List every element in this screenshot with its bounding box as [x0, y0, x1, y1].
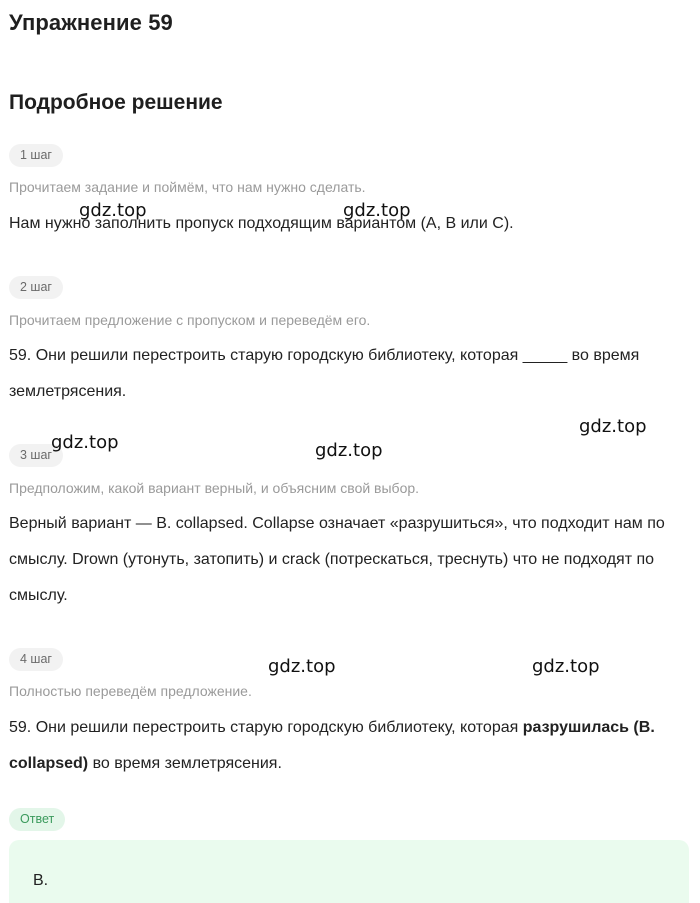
step-4-text-before: 59. Они решили перестроить старую городскую библиотеку, которая [9, 719, 523, 736]
step-4-hint: Полностью переведём предложение. [9, 683, 252, 699]
step-2-hint: Прочитаем предложение с пропуском и переведём его. [9, 312, 371, 328]
step-1-text: Нам нужно заполнить пропуск подходящим вариантом (A, B или C). [9, 215, 514, 232]
step-2-text: 59. Они решили перестроить старую городскую библиотеку, которая _____ во время землетрясения. [9, 347, 640, 400]
step-4-text [9, 710, 689, 782]
answer-box [9, 840, 689, 903]
answer-badge: Ответ [9, 808, 65, 831]
exercise-title: Упражнение 59 [9, 10, 173, 35]
step-3-hint: Предположим, какой вариант верный, и объясним свой выбор. [9, 480, 420, 496]
watermark: gdz.top [532, 656, 600, 677]
solution-title: Подробное решение [9, 91, 223, 114]
step-3-badge: 3 шаг [9, 444, 63, 467]
step-2-badge: 2 шаг [9, 276, 63, 299]
answer-value: B. [33, 872, 49, 889]
watermark: gdz.top [343, 200, 411, 221]
watermark: gdz.top [268, 656, 336, 677]
step-1-hint: Прочитаем задание и поймём, что нам нужно сделать. [9, 179, 366, 195]
step-4-badge: 4 шаг [9, 648, 63, 671]
step-3-text: Верный вариант — B. collapsed. Collapse означает «разрушиться», что подходит нам по смыслу. Drown (утонуть, затопить) и crack (потрескаться, треснуть) что не подходят по смыслу. [9, 515, 665, 604]
step-1-badge: 1 шаг [9, 144, 63, 167]
watermark: gdz.top [315, 440, 383, 461]
watermark: gdz.top [579, 416, 647, 437]
watermark: gdz.top [79, 200, 147, 221]
step-4-text-after: во время землетрясения. [88, 755, 282, 772]
watermark: gdz.top [51, 432, 119, 453]
step-4-text-bold: разрушилась (B. collapsed) [9, 719, 655, 772]
